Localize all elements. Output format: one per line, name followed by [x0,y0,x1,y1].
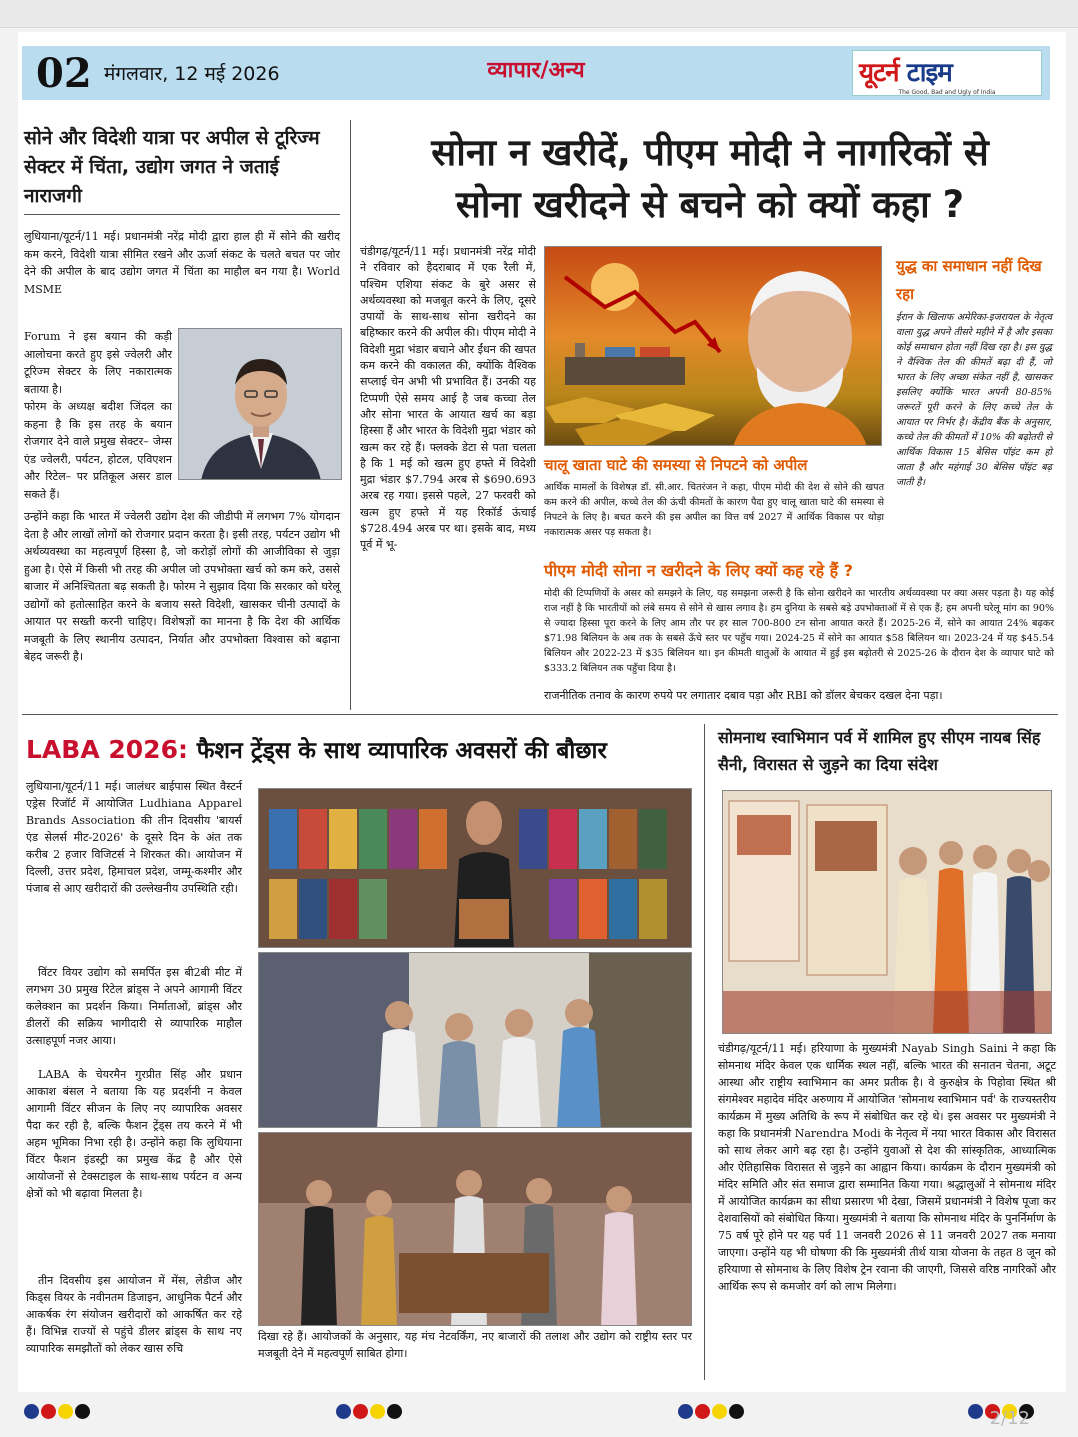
gold-and-ship-illustration [545,247,882,446]
left-story-para1: लुधियाना/यूटर्न/11 मई। प्रधानमंत्री नरेंद्र मोदी द्वारा हाल ही में सोने की खरीद कम करने, विदेशी यात्रा सीमित रखने और ऊर्जा संकट के चलते बचत पर जोर देने की अपील के बाद उद्योग जगत में चिंता का माहौल बन गया है। World MSME [24,230,340,296]
subtext-why-gold: मोदी की टिप्पणियों के असर को समझने के लिए, यह समझना जरूरी है कि सोना खरीदने का भारतीय अर्थव्यवस्था पर क्या असर पड़ता है। यह कोई राज नहीं है कि भारतीयों को लंबे समय से सोने से खास लगाव है। हम दुनिया के सबसे बड़े उपभोक्ताओं में से एक हैं; हम अपनी घरेलू मांग का 90% से ज्यादा हिस्सा पूरा करने के लिए आम तौर पर हर साल 700-800 टन सोना आयात करते हैं। 2025-26 में, सोने का आयात 24% बढ़कर $71.98 बिलियन के अब तक के सबसे ऊँचे स्तर पर पहुँच गया। 2024-25 में सोने का आयात $58 बिलियन था। 2023-24 में यह $45.54 बिलियन और 2022-23 में $35 बिलियन था। इन कीमती धातुओं के आयात में हुई इस बढ़ोतरी से 2025-26 के दौरान देश के व्यापार घाटे को $333.2 बिलियन तक पहुँचा दिया है। [544,588,1054,674]
masthead [22,46,1050,100]
laba-headline [26,732,706,769]
logo-word-1: यूटर्न [859,58,899,88]
cm-exhibition-illustration [723,791,1052,1034]
nav-dots-left [24,1404,90,1419]
main-headline-line2: सोना खरीदने से बचने को क्यों कहा ? [455,183,965,226]
side-headline: युद्ध का समाधान नहीं दिख रहा [896,257,1042,303]
side-text: ईरान के खिलाफ अमेरिका-इजरायल के नेतृत्व वाला युद्ध अपने तीसरे महीने में है और इसका कोई समाधान होता नहीं दिख रहा है। इस युद्ध ने वैश्विक तेल की कीमतें बढ़ा दी हैं, जो भारत के लिए अच्छा संकेत नहीं है, खासकर इसलिए क्योंकि भारत अपनी 80-85% जरूरतें पूरी करने के लिए कच्चे तेल के आयात पर निर्भर है। केंद्रीय बैंक के अनुसार, कच्चे तेल की कीमतों में 10% की बढ़ोतरी से आर्थिक विकास 15 बेसिस पॉइंट कम हो जाता है और महंगाई 30 बेसिस पॉइंट बढ़ जाती है। [896,312,1052,488]
viewer-top-bar [0,0,1078,28]
somnath-photo [722,790,1052,1034]
somnath-text: चंडीगढ़/यूटर्न/11 मई। हरियाणा के मुख्यमंत्री Nayab Singh Saini ने कहा कि सोमनाथ मंदिर केवल एक धार्मिक स्थल नहीं, बल्कि भारत की सनातन चेतना, अटूट आस्था और राष्ट्रीय स्वाभिमान का अमर प्रतीक है। वे कुरुक्षेत्र के पिहोवा स्थित श्री संगमेश्वर महादेव मंदिर अरुणाय में आयोजित 'सोमनाथ स्वाभिमान पर्व' के राज्यस्तरीय कार्यक्रम में मुख्य अतिथि के रूप में संबोधित कर रहे थे। इस अवसर पर मुख्यमंत्री ने कहा कि प्रधानमंत्री Narendra Modi के नेतृत्व में नया भारत विकास और विरासत को साथ लेकर आगे बढ़ रहा है। उन्होंने युवाओं से देश की सांस्कृतिक, आध्यात्मिक और ऐतिहासिक विरासत से जुड़ने का आह्वान किया। कार्यक्रम के दौरान मुख्यमंत्री को मंदिर समिति और संत समाज द्वारा सम्मानित किया गया। श्रद्धालुओं ने सोमनाथ मंदिर में आयोजित कार्यक्रम का सीधा प्रसारण भी देखा, जिसमें प्रधानमंत्री ने विशेष पूजा कर देशवासियों को संबोधित किया। मुख्यमंत्री ने बताया कि सोमनाथ मंदिर के पुनर्निर्माण के 75 वर्ष पूरे होने पर यह पर्व 11 जनवरी 2026 से 11 जनवरी 2027 तक मनाया जाएगा। उन्होंने यह भी घोषणा की कि मुख्यमंत्री तीर्थ यात्रा योजना के तहत 8 जून को हरियाणा से सोमनाथ के लिए विशेष ट्रेन रवाना की जाएगी, जिससे वरिष्ठ नागरिकों और आर्थिक रूप से कमजोर वर्ग को लाभ मिलेगा। [718,1042,1056,1293]
nav-dots-right [678,1404,744,1419]
laba-photo-2 [258,952,692,1128]
subtext-current-account: आर्थिक मामलों के विशेषज्ञ डॉ. सी.आर. चितरंजन ने कहा, पीएम मोदी की देश से सोने की खपत कम करने की अपील, कच्चे तेल की ऊंची कीमतों के कारण पैदा हुए चालू खाता घाटे की समस्या से निपटने के लिए है। बचत करने की इस अपील का वित्त वर्ष 2027 में आर्थिक विकास पर थोड़ा नकारात्मक असर पड़ सकता है। [544,482,884,538]
main-story-column: चंडीगढ़/यूटर्न/11 मई। प्रधानमंत्री नरेंद्र मोदी ने रविवार को हैदराबाद में एक रैली में, पश्चिम एशिया संकट के बुरे असर से अर्थव्यवस्था को मजबूत करने के लिए, दूसरे उपायों के साथ-साथ सोना खरीदने का बहिष्कार करने की अपील की। पीएम मोदी ने विदेशी मुद्रा भंडार बचाने और ईंधन की खपत कम करने की वकालत की, क्योंकि वैश्विक सप्लाई चेन अभी भी प्रभावित हैं। उनकी यह टिप्पणी ऐसे समय आई है जब कच्चा तेल और सोना भारत के आयात खर्च का बड़ा हिस्सा हैं और भारत के विदेशी मुद्रा भंडार को खत्म कर रहे हैं। फ्लक्के डेटा से पता चलता है कि 1 मई को खत्म हुए हफ्ते में विदेशी मुद्रा भंडार $7.794 अरब से $690.693 अरब रह गया। इससे पहले, 27 फरवरी को खत्म हुए हफ्ते में यह रिकॉर्ड ऊंचाई $728.494 अरब पर था। इसके बाद, मध्य पूर्व में भू- [360,245,536,552]
laba-brand: LABA 2026: [26,735,188,764]
date-line: मंगलवार, 12 मई 2026 [104,63,280,85]
person-photo [178,328,342,480]
laba-para4: तीन दिवसीय इस आयोजन में मेंस, लेडीज और किड्स वियर के नवीनतम डिजाइन, आधुनिक पैटर्न और आकर्षक रंग संयोजन खरीदारों को आकर्षित कर रहे हैं। विभिन्न राज्यों से पहुंचे डीलर ब्रांड्स के साथ नए व्यापारिक समझौतों को लेकर खास रुचि [26,1274,242,1355]
page-number: 02 [36,50,92,97]
subhead-current-account: चालू खाता घाटे की समस्या से निपटने को अपील [544,456,808,474]
main-headline-line1: सोना न खरीदें, पीएम मोदी ने नागरिकों से [431,131,989,174]
left-story-para4: उन्होंने कहा कि भारत में ज्वेलरी उद्योग देश की जीडीपी में लगभग 7% योगदान देता है और लाखों लोगों को रोजगार प्रदान करता है। इसी तरह, पर्यटन उद्योग भी अर्थव्यवस्था का महत्वपूर्ण हिस्सा है, जो करोड़ों लोगों की आजीविका से जुड़ा हुआ है। ऐसे में किसी भी तरह की अपील जो उपभोक्ता खर्च को कम करे, उससे बाजार में अनिश्चितता बढ़ सकती है। फोरम ने सुझाव दिया कि सरकार को घरेलू उद्योगों को हतोत्साहित करने के बजाय सस्ते विदेशी, खासकर चीनी उत्पादों के आयात पर सख्ती करनी चाहिए। विशेषज्ञों का मानना है कि देश की आर्थिक मजबूती के लिए स्थानीय उत्पादन, निर्यात और उपभोक्ता विश्वास को बढ़ाना बेहद जरूरी है। [24,510,340,663]
nav-dots-center [336,1404,402,1419]
subhead-why-gold: पीएम मोदी सोना न खरीदने के लिए क्यों कह रहे हैं ? [544,561,854,580]
laba-photo-3 [258,1132,692,1326]
left-story-para2: Forum ने इस बयान की कड़ी आलोचना करते हुए इसे ज्वेलरी और टूरिज्म सेक्टर के लिए नकारात्मक बताया है। [24,330,172,396]
left-story-para3: फोरम के अध्यक्ष बदीश जिंदल का कहना है कि इस तरह के बयान रोजगार देने वाले प्रमुख सेक्टर– जेम्स एंड ज्वेलरी, पर्यटन, होटल, एविएशन और रिटेल– पर प्रतिकूल असर डाल सकते हैं। [24,400,172,501]
laba-para1: लुधियाना/यूटर्न/11 मई। जालंधर बाईपास स्थित वैस्टर्न एड्रेस रिजॉर्ट में आयोजित Ludhiana Apparel Brands Association की तीन दिवसीय 'बायर्स एंड सेलर्स मीट-2026' के दूसरे दिन के अंत तक करीब 2 हजार विजिटर्स ने शिरकत की। आयोजन में दिल्ली, उत्तर प्रदेश, हिमाचल प्रदेश, जम्मू-कश्मीर और पंजाब से आए खरीदारों की उल्लेखनीय उपस्थिति रही। [26,780,242,895]
portrait-illustration [179,329,342,480]
laba-caption: दिखा रहे हैं। आयोजकों के अनुसार, यह मंच नेटवर्किंग, नए बाजारों की तलाश और उद्योग को राष्ट्रीय स्तर पर मजबूती देने में महत्वपूर्ण साबित होगा। [258,1330,692,1360]
logo-tagline: The Good, Bad and Ugly of India [898,89,996,96]
group-photo-illustration [259,953,692,1128]
laba-photo-1 [258,788,692,948]
clothes-rack-illustration [259,789,692,948]
page-counter[interactable]: 2/12 [989,1408,1030,1429]
laba-para3: LABA के चेयरमैन गुरप्रीत सिंह और प्रधान आकाश बंसल ने बताया कि यह प्रदर्शनी न केवल आगामी विंटर सीजन के लिए नए व्यापारिक अवसर पैदा कर रही है, बल्कि फैशन ट्रेंड्स तय करने में भी अहम भूमिका निभा रही है। उन्होंने कहा कि लुधियाना विंटर फैशन इंडस्ट्री का प्रमुख केंद्र है और ऐसे आयोजनों से टेक्सटाइल के साथ-साथ पर्यटन व अन्य क्षेत्रों को भी बढ़ावा मिलता है। [26,1068,242,1200]
laba-headline-text: फैशन ट्रेंड्स के साथ व्यापारिक अवसरों की बौछार [196,738,607,764]
main-bottom-line: राजनीतिक तनाव के कारण रुपये पर लगातार दबाव पड़ा और RBI को डॉलर बेचकर दखल देना पड़ा। [544,689,943,702]
laba-para2: विंटर वियर उद्योग को समर्पित इस बी2बी मीट में लगभग 30 प्रमुख रिटेल ब्रांड्स ने अपने आगामी विंटर कलेक्शन का प्रदर्शन किया। निर्माताओं, ब्रांड्स और डीलरों की सक्रिय भागीदारी से व्यापारिक माहौल उत्साहपूर्ण नजर आया। [26,966,242,1047]
logo-word-2: टाइम [906,58,952,88]
somnath-headline: सोमनाथ स्वाभिमान पर्व में शामिल हुए सीएम नायब सिंह सैनी, विरासत से जुड़ने का दिया संदेश [718,728,1041,774]
section-label: व्यापार/अन्य [487,58,585,83]
newspaper-page [18,32,1066,1392]
gold-modi-photo [544,246,882,446]
left-story-headline: सोने और विदेशी यात्रा पर अपील से टूरिज्म सेक्टर में चिंता, उद्योग जगत ने जताई नाराजगी [24,127,320,207]
showroom-photo-illustration [259,1133,692,1326]
newspaper-logo [852,50,1042,96]
